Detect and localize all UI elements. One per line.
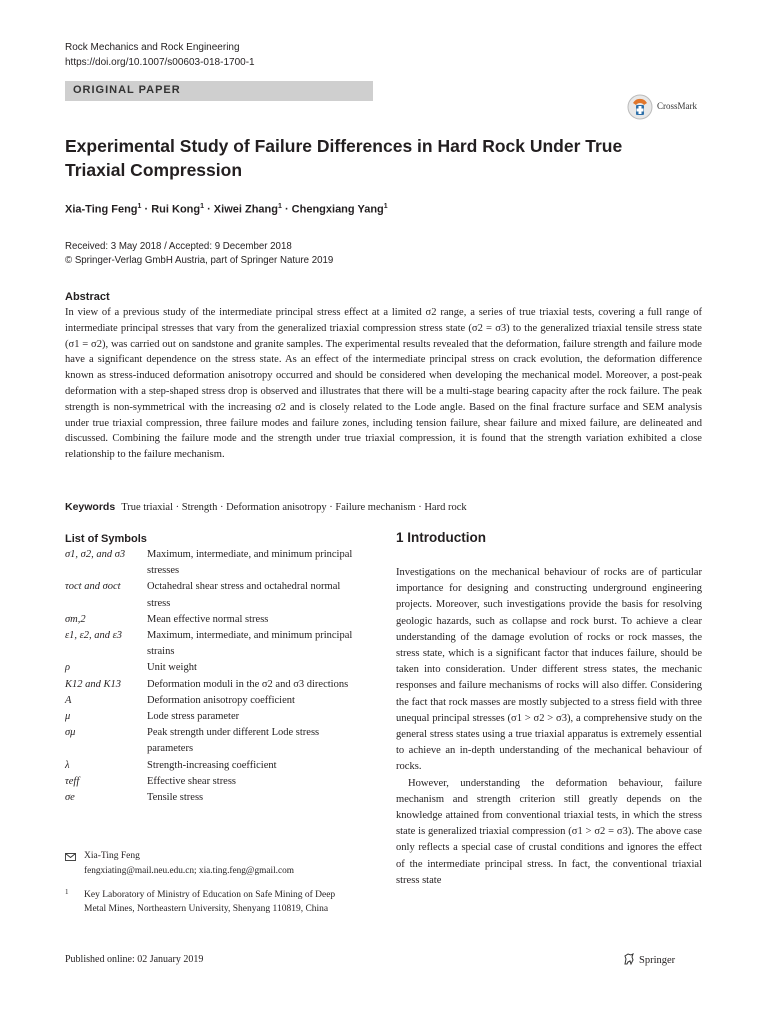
symbol-definition: Lode stress parameter — [147, 711, 240, 723]
symbol-row — [65, 677, 365, 693]
author-emails[interactable]: fengxiating@mail.neu.edu.cn; xia.ting.feng@gmail.com — [84, 866, 294, 876]
symbol-term: τeff — [65, 775, 80, 787]
symbol-row — [65, 774, 365, 790]
publication-dates — [65, 240, 333, 268]
symbol-definition: Peak strength under different Lode stress parameters — [147, 727, 320, 755]
keywords-line — [65, 501, 467, 513]
affiliation-number: 1 — [65, 888, 69, 896]
journal-name: Rock Mechanics and Rock Engineering — [65, 42, 240, 53]
published-online: Published online: 02 January 2019 — [65, 954, 204, 965]
author-list: Xia-Ting Feng$^1$ · Rui Kong$^1$ · Xiwei Zhang$^1$ · Chengxiang Yang$^1$ — [65, 203, 388, 216]
symbol-row — [65, 628, 365, 660]
keywords-label: Keywords — [65, 501, 116, 513]
received-accepted: Received: 3 May 2018 / Accepted: 9 December 2018 — [65, 241, 292, 252]
crossmark-icon — [627, 94, 653, 120]
symbol-term: ε1, ε2, and ε3 — [65, 630, 123, 642]
symbol-row — [65, 709, 365, 725]
symbol-term: ρ — [65, 662, 71, 674]
symbols-heading: List of Symbols — [65, 533, 147, 545]
symbol-term: K12 and K13 — [65, 678, 122, 690]
publisher-name: Springer — [639, 955, 676, 966]
section-heading-introduction: 1 Introduction — [396, 530, 486, 545]
symbol-term: λ — [65, 759, 70, 771]
author-name[interactable]: Rui Kong — [151, 203, 201, 216]
author-name[interactable]: Chengxiang Yang — [291, 203, 384, 216]
envelope-icon — [65, 853, 76, 861]
symbol-definition: Tensile stress — [147, 792, 204, 804]
symbol-row — [65, 612, 365, 628]
symbol-term: μ — [65, 711, 71, 723]
symbol-definition: Unit weight — [147, 662, 197, 674]
symbol-row — [65, 547, 365, 579]
symbol-definition: Maximum, intermediate, and minimum principal stresses — [147, 549, 353, 577]
symbol-definition: Mean effective normal stress — [147, 613, 269, 625]
symbol-row — [65, 725, 365, 757]
symbol-definition: Octahedral shear stress and octahedral normal stress — [147, 581, 341, 609]
abstract-heading: Abstract — [65, 291, 110, 303]
symbol-term: σm,2 — [65, 613, 86, 625]
symbol-term: σμ — [65, 727, 76, 739]
springer-horse-icon — [622, 952, 636, 966]
author-name[interactable]: Xiwei Zhang — [213, 203, 278, 216]
article-type-label: ORIGINAL PAPER — [73, 84, 181, 96]
crossmark-label: CrossMark — [657, 101, 697, 111]
abstract-text: In view of a previous study of the intermediate principal stress effect at a limited σ2 range, a series of true triaxial tests, covering a full range of intermediate principal stresses that vary from the generalized triaxial compression stress state (σ2 = σ3) to the generalized triaxial tensile stress state (σ1 = σ2), was carried out on sandstone and granite samples. The experimental results revealed that the deformation, failure strength and failure mode have a significant dependence on the stress state. As an effect of the intermediate principal stress on crack evolution, the deformation difference known as stress-induced deformation anisotropy occurred and should be considered when developing the mechanical model. Moreover, a post-peak deformation with a step-shaped stress drop is observed and illustrates that there will be a multi-stage bearing capacity after the rock failure. The peak strength is non-symmetrical with the increasing σ2 and is closely related to the Lode angle. Based on the final fracture surface and SEM analysis under true triaxial compression, three failure modes and failure zones, including tension failure, shear failure and mixed failure, are delineated and discussed. Combining the failure mode and the strength under true triaxial compression, it is found that the strength variation exhibited a close relationship to the failure mechanism. — [65, 307, 702, 461]
paper-title: Experimental Study of Failure Differences in Hard Rock Under True Triaxial Compression — [65, 136, 623, 180]
symbol-definition: Maximum, intermediate, and minimum principal strains — [147, 630, 353, 658]
corresponding-author: Xia-Ting Feng — [84, 851, 140, 861]
author-affil-sup: 1 — [200, 203, 205, 210]
doi-link[interactable]: https://doi.org/10.1007/s00603-018-1700-1 — [65, 57, 255, 68]
intro-paragraph: However, understanding the deformation behaviour, failure mechanism and strength criterion still greatly depends on the knowledge attained from conventional triaxial tests, in which the stress state is generalized triaxial compression (σ1 > σ2 = σ3). The above case only reflects a special case of crustal conditions and ignores the effect of the intermediate principal stress. In fact, the conventional triaxial stress state — [396, 777, 702, 886]
symbol-term: σe — [65, 792, 75, 804]
symbol-row — [65, 579, 365, 611]
author-name[interactable]: Xia-Ting Feng — [65, 203, 138, 216]
intro-paragraph: Investigations on the mechanical behaviour of rocks are of particular importance for designing and constructing underground engineering projects. Moreover, such investigations provide the basis for resolving geologic hazards, such as collapse and rock burst. To achieve a clear understanding of the damage evolution of rocks or rock masses, the stress state, which is a significant factor that induces failure, should be taken into consideration. Under different stress states, the mechanic responses and failure mechanisms of rocks will also differ. Considering the fact that rock masses are mostly subjected to a stress field with three unequal principal stresses (σ1 > σ2 > σ3), a comprehensive study on the general stress states using a true triaxial apparatus is extremely essential to achieve an in-depth understanding of the mechanical behaviour of rocks. — [396, 567, 702, 773]
symbol-definition: Strength-increasing coefficient — [147, 759, 277, 771]
symbol-row — [65, 790, 365, 806]
symbol-row — [65, 758, 365, 774]
symbol-row — [65, 693, 365, 709]
journal-header — [65, 40, 255, 70]
author-affil-sup: 1 — [277, 203, 282, 210]
symbol-row — [65, 660, 365, 676]
introduction-body — [396, 565, 702, 889]
symbol-definition: Effective shear stress — [147, 775, 237, 787]
author-affil-sup: 1 — [137, 203, 142, 210]
publisher-logo — [622, 952, 675, 966]
copyright-line: © Springer-Verlag GmbH Austria, part of Springer Nature 2019 — [65, 255, 334, 266]
symbol-term: A — [65, 694, 72, 706]
symbol-definition: Deformation anisotropy coefficient — [147, 694, 295, 706]
article-type-badge — [65, 81, 373, 101]
affiliation-text: Key Laboratory of Ministry of Education on Safe Mining of Deep Metal Mines, Northeastern University, Shenyang 110819, China — [84, 890, 336, 914]
symbol-term: σ1, σ2, and σ3 — [65, 549, 126, 560]
symbols-list — [65, 547, 365, 806]
keywords-text: True triaxial · Strength · Deformation anisotropy · Failure mechanism · Hard rock — [121, 502, 467, 513]
symbol-term: τoct and σoct — [65, 581, 121, 593]
author-affil-sup: 1 — [383, 203, 388, 210]
symbol-definition: Deformation moduli in the σ2 and σ3 directions — [147, 678, 349, 690]
